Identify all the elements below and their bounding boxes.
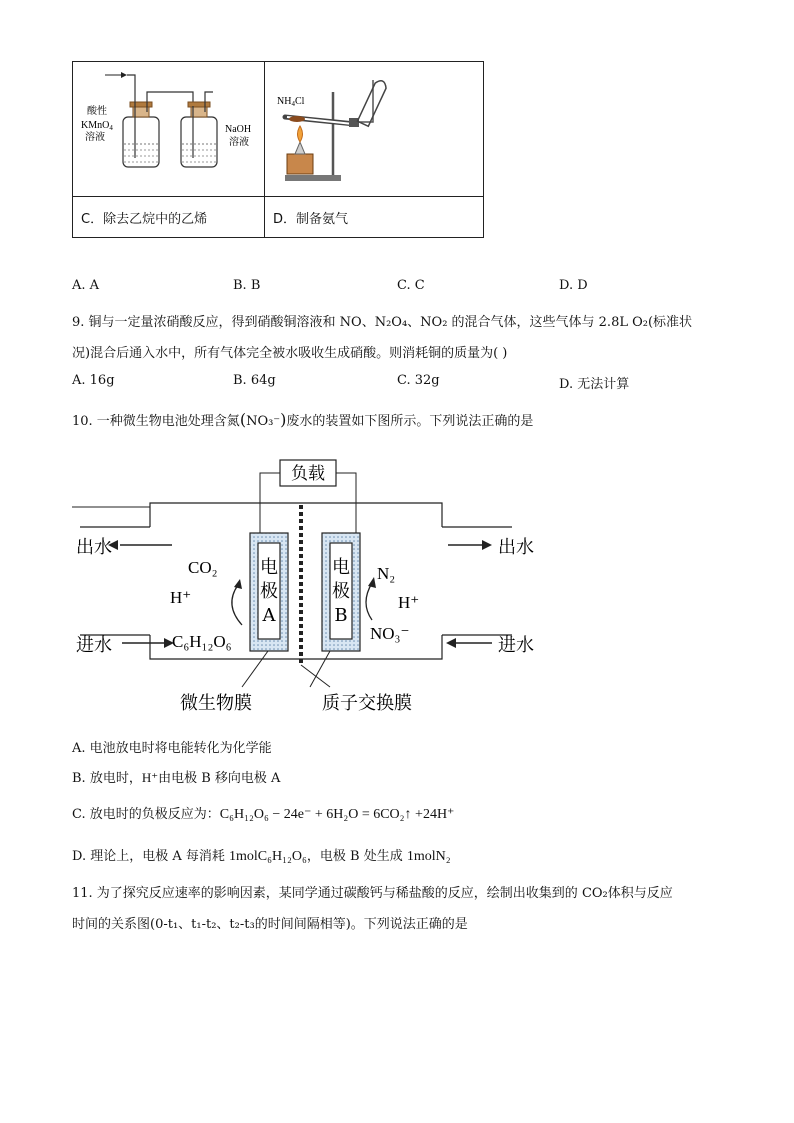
microbial-cell-diagram	[72, 455, 552, 720]
q10-option-b[interactable]: B. 放电时，H⁺由电极 B 移向电极 A	[72, 770, 281, 786]
ammonia-apparatus-diagram	[265, 62, 483, 196]
q11-stem-line2: 时间的关系图(0-t₁、t₁-t₂、t₂-t₃的时间间隔相等)。下列说法正确的是	[72, 917, 468, 932]
label-naoh: NaOH	[225, 124, 252, 135]
q9-choice-a[interactable]: A. 16g	[72, 373, 115, 388]
q9-choice-b[interactable]: B. 64g	[233, 373, 276, 388]
svg-text:极: 极	[332, 581, 350, 602]
q8-choice-b[interactable]: B. B	[233, 278, 261, 293]
q10-option-c-equation: C₆H₁₂O₆ − 24e⁻ + 6H₂O = 6CO₂↑ +24H⁺	[219, 807, 455, 822]
nitrate-label: NO₃⁻	[370, 624, 410, 643]
q11-stem-line1: 11. 为了探究反应速率的影响因素，某同学通过碳酸钙与稀盐酸的反应，绘制出收集到的 CO₂体积与反应	[72, 886, 673, 901]
q10-stem-ion: NO₃⁻	[246, 414, 281, 429]
option-c-caption: C．除去乙烷中的乙烯	[73, 197, 265, 238]
option-c-image	[73, 62, 265, 197]
q10-option-a[interactable]: A. 电池放电时将电能转化为化学能	[72, 741, 272, 756]
in-left-label: 进水	[76, 635, 112, 656]
q9-stem-line2: 况)混合后通入水中，所有气体完全被水吸收生成硝酸。则消耗铜的质量为( )	[72, 346, 508, 361]
option-d-image	[265, 62, 484, 197]
gas-washing-bottles-diagram	[73, 62, 264, 196]
label-left-solution: 溶液	[85, 132, 105, 143]
glucose-label: C₆H₁₂O₆	[172, 632, 232, 651]
in-right-arrow	[446, 638, 456, 648]
svg-text:电: 电	[260, 557, 278, 578]
q9-choice-c[interactable]: C. 32g	[397, 373, 440, 388]
h-left-label: H⁺	[170, 588, 192, 607]
q10-option-c[interactable]: C. 放电时的负极反应为：C₆H₁₂O₆ − 24e⁻ + 6H₂O = 6CO₂↑ +24H⁺	[72, 807, 455, 822]
h-right-label: H⁺	[398, 593, 420, 612]
svg-text:极: 极	[260, 581, 278, 602]
q9-stem-line1: 9. 铜与一定量浓硝酸反应，得到硝酸铜溶液和 NO、N₂O₄、NO₂ 的混合气体，这些气体与 2.8L O₂(标准状	[72, 315, 693, 330]
out-left-label: 出水	[76, 537, 112, 558]
label-acidic: 酸性	[87, 106, 107, 117]
out-right-label: 出水	[498, 537, 534, 558]
options-table	[72, 61, 484, 238]
label-kmno4: KMnO$_4$	[81, 120, 113, 132]
q10-option-d[interactable]: D. 理论上，电极 A 每消耗 1molC₆H₁₂O₆，电极 B 处生成 1molN₂	[72, 849, 451, 864]
q8-choice-a[interactable]: A. A	[72, 278, 100, 293]
q9-choice-d[interactable]: D. 无法计算	[559, 377, 630, 392]
in-right-label: 进水	[498, 635, 534, 656]
co2-label: CO₂	[188, 558, 218, 577]
biofilm-label: 微生物膜	[180, 693, 252, 714]
q10-stem: 10. 一种微生物电池处理含氮(NO₃⁻)废水的装置如下图所示。下列说法正确的是	[72, 410, 534, 429]
svg-text:A: A	[262, 605, 276, 626]
n2-label: N₂	[377, 564, 396, 583]
out-right-arrow	[482, 540, 492, 550]
label-nh4cl: $NH_4Cl$	[277, 96, 305, 108]
q8-choice-c[interactable]: C. C	[397, 278, 425, 293]
q8-choice-d[interactable]: D. D	[559, 278, 588, 293]
option-d-caption: D．制备氨气	[265, 197, 484, 238]
pem-label: 质子交换膜	[322, 693, 412, 714]
load-label: 负载	[291, 464, 325, 484]
svg-text:B: B	[334, 605, 348, 626]
svg-text:电: 电	[332, 557, 350, 578]
label-right-solution: 溶液	[229, 137, 249, 148]
